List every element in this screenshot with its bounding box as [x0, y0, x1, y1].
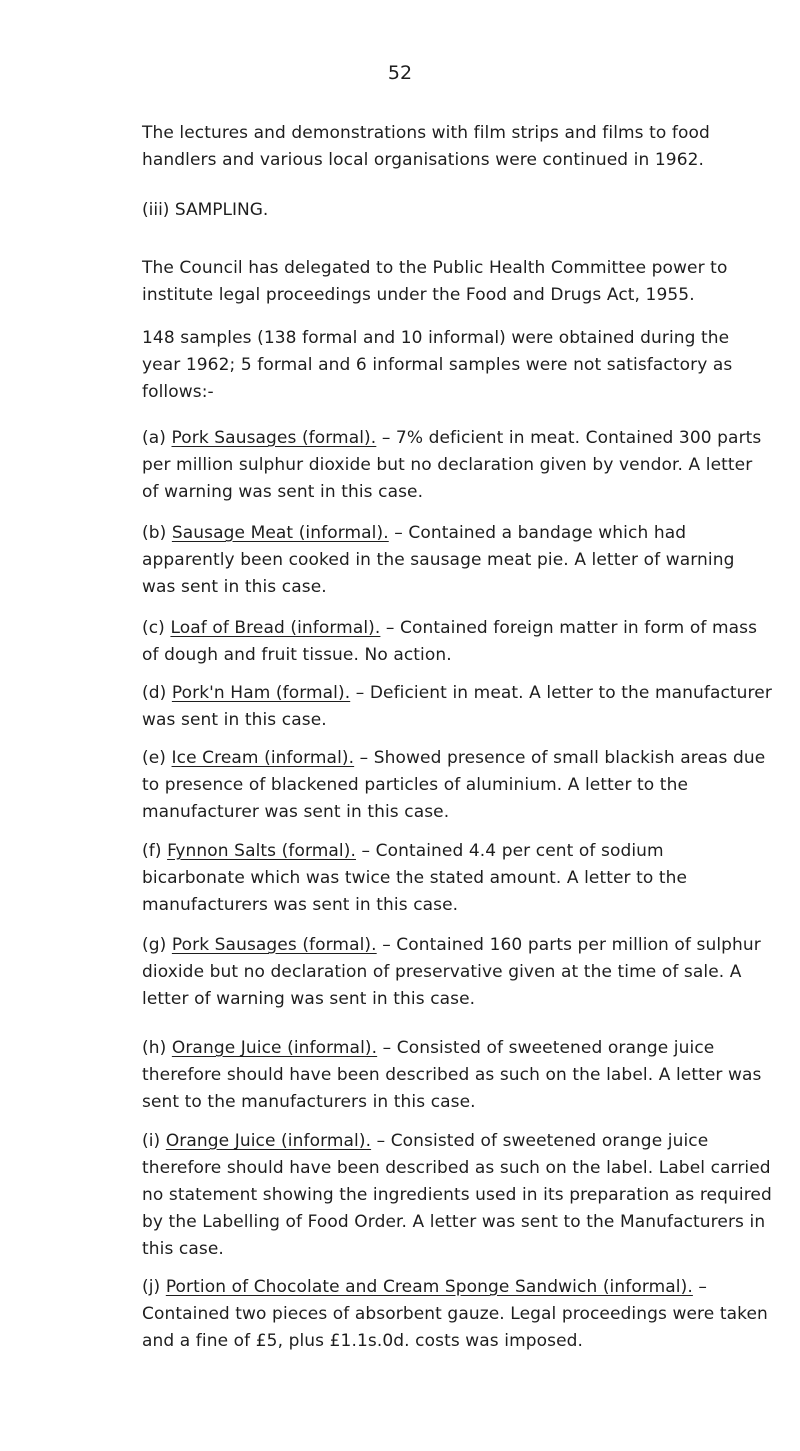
- item-text: – Showed presence of small blackish areas due to presence of blackened particles of aluminium. A letter to the manufacturer was sent in this case.: [142, 748, 766, 822]
- item-letter: (b): [142, 523, 167, 543]
- item-title: Portion of Chocolate and Cream Sponge Sandwich (informal).: [165, 1277, 693, 1297]
- sample-item-j: [116, 1274, 772, 1355]
- item-title: Fynnon Salts (formal).: [167, 841, 356, 861]
- item-letter: (d): [142, 683, 167, 703]
- sample-item-e: [116, 745, 772, 826]
- sample-item-a: [116, 425, 772, 506]
- sample-item-h: [116, 1035, 772, 1116]
- item-letter: (c): [142, 618, 165, 638]
- sample-item-d: [116, 680, 772, 734]
- item-text: – Consisted of sweetened orange juice therefore should have been described as such on the label. A letter was sent to the manufacturers in this case.: [142, 1038, 762, 1112]
- item-text: – Contained 4.4 per cent of sodium bicarbonate which was twice the stated amount. A letter to the manufacturers was sent in this case.: [142, 841, 688, 915]
- item-title: Orange Juice (informal).: [171, 1038, 378, 1058]
- item-title: Pork'n Ham (formal).: [171, 683, 351, 703]
- item-title: Loaf of Bread (informal).: [170, 618, 381, 638]
- sample-item-i: [116, 1128, 772, 1263]
- item-text: – Consisted of sweetened orange juice therefore should have been described as such on the label. Label carried no statement showing the ingredients used in its preparation as required by the Labelling of Food Order. A letter was sent to the Manufacturers in this case.: [142, 1131, 772, 1259]
- sample-item-c: [116, 615, 772, 669]
- item-text: – Contained two pieces of absorbent gauze. Legal proceedings were taken and a fine of £5, plus £1.1s.0d. costs was imposed.: [142, 1277, 768, 1351]
- item-title: Sausage Meat (informal).: [171, 523, 389, 543]
- item-text: – Contained 160 parts per million of sulphur dioxide but no declaration of preservative given at the time of sale. A letter of warning was sent in this case.: [142, 935, 761, 1009]
- item-letter: (h): [142, 1038, 167, 1058]
- page-number: 52: [387, 62, 413, 84]
- item-title: Orange Juice (informal).: [165, 1131, 372, 1151]
- item-text: – Contained foreign matter in form of mass of dough and fruit tissue. No action.: [142, 618, 758, 665]
- item-text: – 7% deficient in meat. Contained 300 parts per million sulphur dioxide but no declaration given by vendor. A letter of warning was sent in this case.: [142, 428, 762, 502]
- item-letter: (e): [142, 748, 167, 768]
- council-paragraph: The Council has delegated to the Public Health Committee power to institute legal proceedings under the Food and Drugs Act, 1955.: [142, 258, 728, 305]
- sample-item-g: [116, 932, 772, 1013]
- item-title: Pork Sausages (formal).: [171, 428, 377, 448]
- item-letter: (g): [142, 935, 167, 955]
- item-title: Pork Sausages (formal).: [171, 935, 377, 955]
- item-letter: (f): [142, 841, 162, 861]
- samples-paragraph: 148 samples (138 formal and 10 informal) were obtained during the year 1962; 5 formal and 6 informal samples were not satisfactory as follows:-: [142, 328, 733, 402]
- item-text: – Contained a bandage which had apparently been cooked in the sausage meat pie. A letter of warning was sent in this case.: [142, 523, 735, 597]
- item-letter: (j): [142, 1277, 161, 1297]
- intro-paragraph: The lectures and demonstrations with film strips and films to food handlers and various local organisations were continued in 1962.: [142, 123, 710, 170]
- item-text: – Deficient in meat. A letter to the manufacturer was sent in this case.: [142, 683, 772, 730]
- item-letter: (i): [142, 1131, 161, 1151]
- sample-item-b: [116, 520, 772, 601]
- item-letter: (a): [142, 428, 166, 448]
- section-heading: (iii) SAMPLING.: [142, 200, 269, 220]
- sample-item-f: [116, 838, 772, 919]
- item-title: Ice Cream (informal).: [171, 748, 355, 768]
